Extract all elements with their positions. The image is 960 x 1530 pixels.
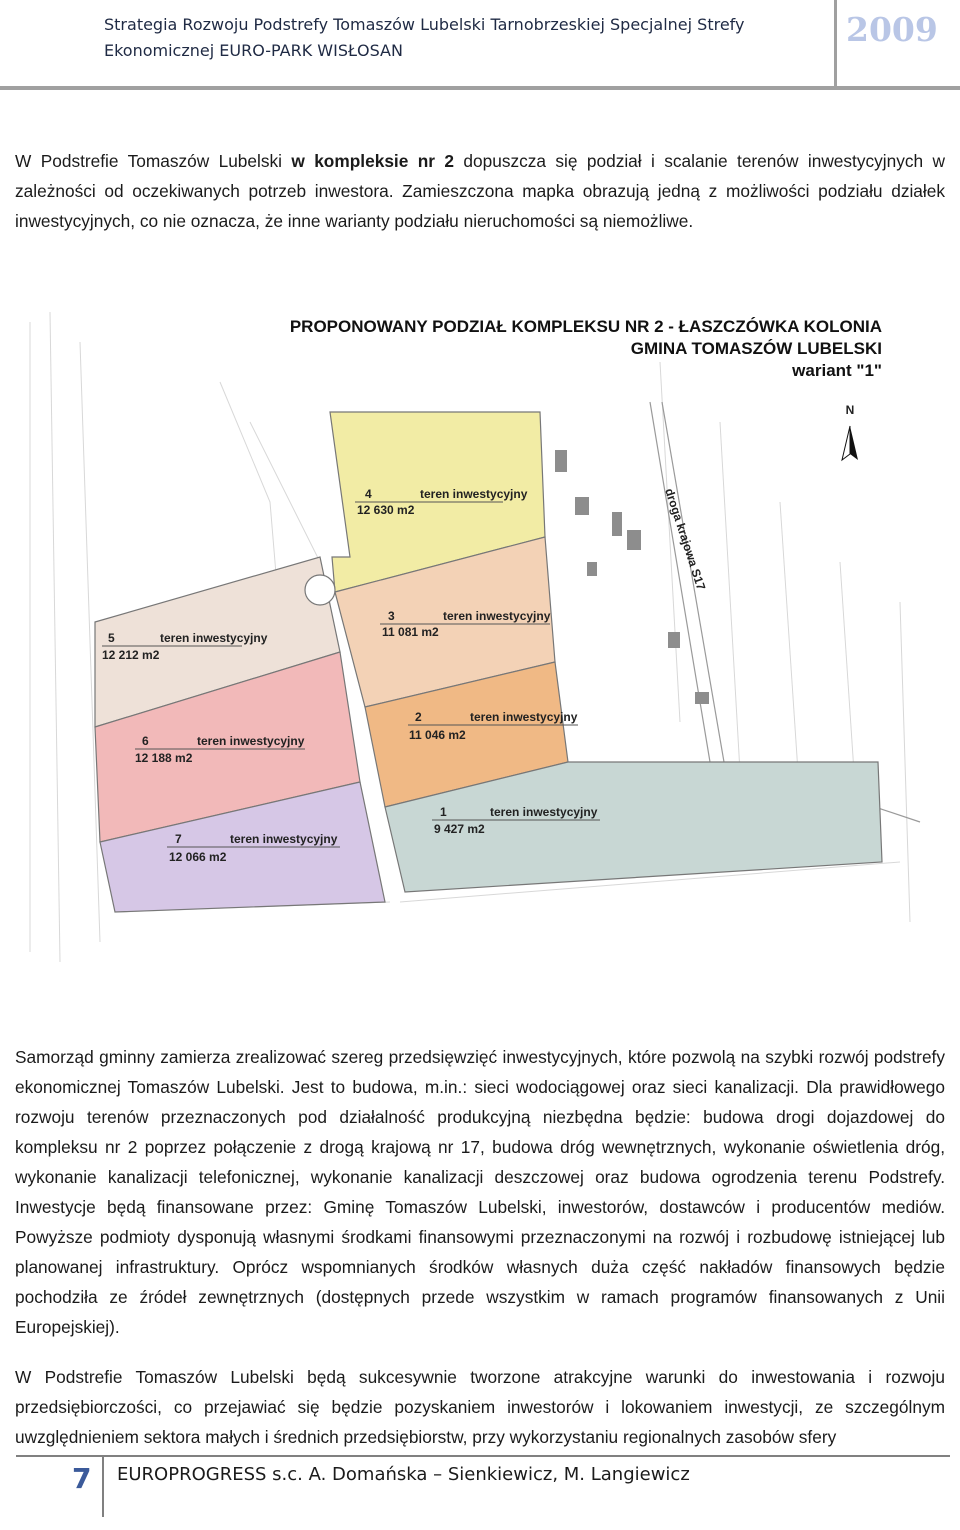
header-title-line2: Ekonomicznej EURO-PARK WISŁOSAN (104, 41, 403, 60)
north-label: N (845, 403, 855, 417)
plot-2-area: 11 046 m2 (409, 728, 466, 742)
intro-paragraph (15, 146, 945, 236)
page-number: 7 (72, 1462, 92, 1495)
plot-5-number: 5 (108, 631, 115, 645)
header-divider-vertical (834, 0, 837, 90)
map-title-line3: wariant "1" (792, 361, 882, 380)
plot-1-type: teren inwestycyjny (490, 805, 598, 819)
plot-6-area: 12 188 m2 (135, 751, 193, 765)
plot-5-type: teren inwestycyjny (160, 631, 268, 645)
plot-1-area: 9 427 m2 (434, 822, 485, 836)
plot-2-number: 2 (415, 710, 422, 724)
plot-4-area: 12 630 m2 (357, 503, 415, 517)
map-title-line2: GMINA TOMASZÓW LUBELSKI (630, 339, 882, 358)
plot-7-number: 7 (175, 832, 182, 846)
plot-5-area: 12 212 m2 (102, 648, 160, 662)
header-title (104, 12, 824, 64)
footer-authors: EUROPROGRESS s.c. A. Domańska – Sienkiewicz, M. Langiewicz (117, 1464, 690, 1485)
footer-divider-vertical (102, 1457, 104, 1517)
plot-6-type: teren inwestycyjny (197, 734, 305, 748)
intro-text-1: W Podstrefie Tomaszów Lubelski (15, 151, 292, 171)
plot-3-number: 3 (388, 609, 395, 623)
footer-divider (16, 1455, 950, 1457)
investment-paragraph: Samorząd gminny zamierza zrealizować szereg przedsięwzięć inwestycyjnych, które pozwolą na szybki rozwój podstrefy ekonomicznej Tomaszów Lubelski. Jest to budowa, m.in.: sieci wodociągowej oraz sieci kanalizacji. Dla prawidłowego rozwoju terenów przeznaczonych pod działalność produkcyjną niezbędna będzie: budowa drogi dojazdowej do kompleksu nr 2 poprzez połączenie z drogą krajową nr 17, budowa dróg wewnętrznych, wykonanie oświetlenia dróg, wykonanie kanalizacji telefonicznej, wykonanie kanalizacji deszczowej oraz budowa ogrodzenia terenu Podstrefy. Inwestycje będą finansowane przez: Gminę Tomaszów Lubelski, inwestorów, dostawców i producentów mediów. Powyższe podmioty dysponują własnymi środkami finansowymi przeznaczonymi na rozwój i rozbudowę istniejącej lub planowanej infrastruktury. Oprócz wspomnianych środków własnych duża część nakładów finansowych będzie pochodziła ze źródeł zewnętrznych (dostępnych przede wszystkim w ramach programów finansowanych z Unii Europejskiej). (15, 1047, 945, 1337)
plot-7-area: 12 066 m2 (169, 850, 227, 864)
plot-4-number: 4 (365, 487, 372, 501)
plot-7-type: teren inwestycyjny (230, 832, 338, 846)
roundabout (305, 575, 335, 605)
plot-3-type: teren inwestycyjny (443, 609, 551, 623)
road-label: droga krajowa S17 (662, 486, 709, 592)
header-divider (0, 86, 960, 90)
intro-text-2: dopuszcza się podział i scalanie terenów inwestycyjnych w zależności od oczekiwanych potrzeb inwestora. Zamieszczona mapka obrazują jedną z możliwości podziału działek inwestycyjnych, co nie oznacza, że inne warianty podziału nieruchomości są niemożliwe. (15, 151, 945, 231)
plot-3-area: 11 081 m2 (382, 625, 439, 639)
plot-4-type: teren inwestycyjny (420, 487, 528, 501)
map-title-line1: PROPONOWANY PODZIAŁ KOMPLEKSU NR 2 - ŁASZCZÓWKA KOLONIA (289, 317, 882, 336)
site-plan-map (20, 302, 935, 982)
development-paragraph: W Podstrefie Tomaszów Lubelski będą sukcesywnie tworzone atrakcyjne warunki do inwestowania i rozwoju przedsiębiorczości, co przejawiać się będzie pozyskaniem inwestorów i lokowaniem inwestycji, ze szczególnym uwzględnieniem sektora małych i średnich przedsiębiorstw, przy wykorzystaniu regionalnych zasobów sfery (15, 1367, 945, 1447)
plot-2-type: teren inwestycyjny (470, 710, 578, 724)
header-title-line1: Strategia Rozwoju Podstrefy Tomaszów Lubelski Tarnobrzeskiej Specjalnej Strefy (104, 15, 745, 34)
header-year: 2009 (846, 10, 938, 49)
intro-bold: w kompleksie nr 2 (291, 151, 454, 171)
plot-6-number: 6 (142, 734, 149, 748)
plot-1-number: 1 (440, 805, 447, 819)
